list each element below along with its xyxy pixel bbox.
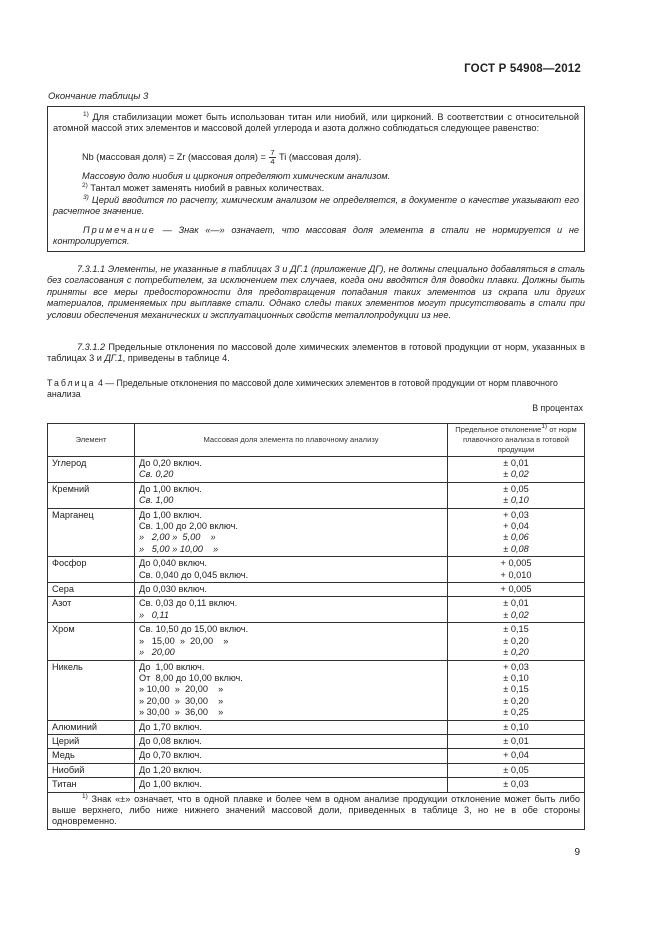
deviation-value: ± 0,05 xyxy=(503,764,529,775)
fraction-cell xyxy=(135,749,448,763)
table-row xyxy=(48,623,585,660)
element-cell: Углерод xyxy=(48,457,135,483)
fraction-cell xyxy=(135,597,448,623)
fraction-range: Св. 0,20 xyxy=(139,469,174,480)
deviation-value: + 0,005 xyxy=(500,558,532,569)
deviation-cell xyxy=(448,763,585,777)
table4-footnote-mark: 1) xyxy=(82,792,88,800)
fraction-range: » 15,00 » 20,00 » xyxy=(139,635,229,646)
deviation-value: ± 0,02 xyxy=(503,609,529,620)
deviation-value: ± 0,20 xyxy=(503,647,529,658)
table-row xyxy=(48,660,585,720)
table-row xyxy=(48,557,585,583)
fraction-range: До 0,030 включ. xyxy=(139,584,207,595)
paragraph-7-3-1-1: 7.3.1.1 Элементы, не указанные в таблицах 3 и ДГ.1 (приложение ДГ), не должны специально добавляться в сталь без согласования с потребителем, за исключением тех случаев, когда они вводятся для доводки плавки. Должны быть приняты все меры предосторожности для предотвращения попадания таких элементов из скрапа или других материалов, применяемых при выплавке стали. Однако следы таких элементов могут присутствовать в стали при условии обеспечения механических и эксплуатационных свойств металлопродукции из нее. xyxy=(47,264,585,320)
column-header-deviation-a: Предельное отклонение xyxy=(455,425,542,434)
table-row xyxy=(48,597,585,623)
deviation-cell xyxy=(448,660,585,720)
fraction-range: До 0,20 включ. xyxy=(139,458,202,468)
footnote-2-text: Тантал может заменять ниобий в равных количествах. xyxy=(90,183,325,193)
fraction-7-4 xyxy=(269,149,275,166)
deviation-value: ± 0,02 xyxy=(503,469,529,480)
deviation-cell xyxy=(448,749,585,763)
fraction-range: Св. 1,00 xyxy=(139,495,174,506)
table4-units: В процентах xyxy=(532,403,583,413)
footnote-2 xyxy=(82,183,578,194)
table-row xyxy=(48,763,585,777)
paragraph-7-3-1-2 xyxy=(47,342,585,365)
element-cell: Марганец xyxy=(48,508,135,557)
fraction-range: » 5,00 » 10,00 » xyxy=(139,543,219,554)
formula-right: Ti (массовая доля). xyxy=(278,151,362,162)
column-header-element: Элемент xyxy=(48,424,135,457)
footnote-2-mark: 2) xyxy=(82,182,88,189)
fraction-numerator: 7 xyxy=(270,148,275,157)
fraction-range: » 0,11 xyxy=(139,609,169,620)
deviation-value: ± 0,20 xyxy=(503,635,529,646)
fraction-cell xyxy=(135,508,448,557)
page-number: 9 xyxy=(574,847,580,858)
fraction-cell xyxy=(135,720,448,734)
table-row xyxy=(48,720,585,734)
footnote-1-text: Для стабилизации может быть использован титан или ниобий, или цирконий. В соответствии с относительной атомной массой этих элементов и массовой долей углерода и азота должно соблюдаться следующее равенство: xyxy=(53,112,579,134)
deviation-cell xyxy=(448,597,585,623)
table-row xyxy=(48,508,585,557)
deviation-cell xyxy=(448,583,585,597)
fraction-cell xyxy=(135,660,448,720)
table-continuation-label: Окончание таблицы 3 xyxy=(48,91,149,102)
deviation-value: ± 0,25 xyxy=(503,707,529,718)
deviation-cell xyxy=(448,508,585,557)
fraction-cell xyxy=(135,482,448,508)
fraction-range: До 0,040 включ. xyxy=(139,558,207,569)
table3-notes-box xyxy=(47,106,585,252)
table4-footnote-row xyxy=(48,792,585,829)
deviation-value: ± 0,10 xyxy=(503,495,529,506)
deviation-value: ± 0,10 xyxy=(503,721,529,732)
table-row xyxy=(48,457,585,483)
fraction-range: Св. 0,03 до 0,11 включ. xyxy=(139,598,238,609)
element-cell: Хром xyxy=(48,623,135,660)
fraction-cell xyxy=(135,557,448,583)
fraction-range: От 8,00 до 10,00 включ. xyxy=(139,672,243,683)
formula-left: Nb (массовая доля) = Zr (массовая доля) = xyxy=(82,151,266,162)
paragraph-7-3-1-2-ref: ДГ.1 xyxy=(104,353,123,364)
deviation-cell xyxy=(448,734,585,748)
table4-caption-text: 4 — Предельные отклонения по массовой доле химических элементов в готовой продукции от норм плавочного анализа xyxy=(47,378,558,400)
deviation-value: ± 0,05 xyxy=(503,483,529,494)
fraction-range: Св. 1,00 до 2,00 включ. xyxy=(139,521,238,532)
fraction-range: » 20,00 » 30,00 » xyxy=(139,695,224,706)
fraction-range: » 2,00 » 5,00 » xyxy=(139,532,216,543)
element-cell: Сера xyxy=(48,583,135,597)
footnote-3 xyxy=(53,195,579,218)
deviation-value: ± 0,01 xyxy=(503,598,529,609)
deviation-value: ± 0,08 xyxy=(503,543,529,554)
fraction-cell xyxy=(135,778,448,792)
paragraph-7-3-1-2-text-a: Предельные отклонения по массовой доле химических элементов в готовой продукции от норм, указанных в таблицах 3 и xyxy=(47,342,585,364)
deviation-value: + 0,03 xyxy=(503,661,529,672)
deviation-value: ± 0,01 xyxy=(503,735,529,746)
table4-footnote xyxy=(48,792,585,829)
table4-caption xyxy=(47,378,585,401)
column-header-deviation-mark: 1) xyxy=(541,423,548,430)
deviation-value: ± 0,15 xyxy=(503,684,529,695)
element-cell: Алюминий xyxy=(48,720,135,734)
document-code: ГОСТ Р 54908—2012 xyxy=(464,63,581,75)
table-row xyxy=(48,778,585,792)
table4 xyxy=(47,423,585,830)
table-row xyxy=(48,482,585,508)
fraction-range: » 30,00 » 36,00 » xyxy=(139,707,224,718)
deviation-value: ± 0,01 xyxy=(503,458,529,468)
fraction-range: Св. 0,040 до 0,045 включ. xyxy=(139,569,249,580)
table-row xyxy=(48,734,585,748)
deviation-value: ± 0,03 xyxy=(503,779,529,790)
column-header-fraction: Массовая доля элемента по плавочному анализу xyxy=(135,424,448,457)
column-header-deviation-b: от норм плавочного анализа в готовой продукции xyxy=(462,425,577,454)
footnote-3-text: Церий вводится по расчету, химическим анализом не определяется, в документе о качестве указывают его расчетное значение. xyxy=(53,195,579,217)
deviation-cell xyxy=(448,623,585,660)
fraction-range: До 1,00 включ. xyxy=(139,661,205,672)
deviation-cell xyxy=(448,457,585,483)
fraction-range: До 0,08 включ. xyxy=(139,735,202,746)
footnote-1-italic: Массовую долю ниобия и циркония определяют химическим анализом. xyxy=(82,171,391,181)
fraction-cell xyxy=(135,583,448,597)
table3-remark xyxy=(53,225,579,248)
element-cell: Фосфор xyxy=(48,557,135,583)
element-cell: Титан xyxy=(48,778,135,792)
fraction-range: До 1,00 включ. xyxy=(139,509,202,520)
table4-footnote-text: Знак «±» означает, что в одной плавке и более чем в одном анализе продукции отклонение может быть либо выше верхнего, либо ниже нижнего значений массовой доли, приведенных в таблице 3, но не в обе стороны одновременно. xyxy=(52,793,580,827)
element-cell: Никель xyxy=(48,660,135,720)
element-cell: Церий xyxy=(48,734,135,748)
element-cell: Азот xyxy=(48,597,135,623)
fraction-cell xyxy=(135,623,448,660)
remark-text: — Знак «—» означает, что массовая доля элемента в стали не нормируется и не контролируется. xyxy=(53,225,579,247)
column-header-deviation xyxy=(448,424,585,457)
deviation-value: + 0,04 xyxy=(503,750,529,761)
element-cell: Медь xyxy=(48,749,135,763)
deviation-cell xyxy=(448,778,585,792)
deviation-value: + 0,005 xyxy=(500,584,532,595)
table-row xyxy=(48,749,585,763)
deviation-value: + 0,04 xyxy=(503,521,529,532)
deviation-value: ± 0,15 xyxy=(503,624,529,635)
element-cell: Кремний xyxy=(48,482,135,508)
table4-label: Таблица xyxy=(47,378,96,388)
deviation-value: ± 0,20 xyxy=(503,695,529,706)
footnote-3-mark: 3) xyxy=(83,194,89,201)
paragraph-7-3-1-2-text-b: , приведены в таблице 4. xyxy=(122,353,230,364)
fraction-range: До 1,20 включ. xyxy=(139,764,202,775)
fraction-range: » 10,00 » 20,00 » xyxy=(139,684,224,695)
remark-label: Примечание xyxy=(83,225,156,235)
fraction-cell xyxy=(135,457,448,483)
deviation-cell xyxy=(448,482,585,508)
deviation-value: ± 0,06 xyxy=(503,532,529,543)
table-row xyxy=(48,583,585,597)
formula-line xyxy=(82,149,578,166)
fraction-range: До 1,00 включ. xyxy=(139,483,202,494)
fraction-range: » 20,00 xyxy=(139,647,175,658)
fraction-range: До 1,70 включ. xyxy=(139,721,202,732)
paragraph-7-3-1-2-number: 7.3.1.2 xyxy=(77,342,106,352)
fraction-cell xyxy=(135,763,448,777)
deviation-cell xyxy=(448,557,585,583)
fraction-cell xyxy=(135,734,448,748)
footnote-1 xyxy=(53,112,579,135)
footnote-1-mark: 1) xyxy=(83,111,89,118)
fraction-range: До 1,00 включ. xyxy=(139,779,202,790)
fraction-range: До 0,70 включ. xyxy=(139,750,202,761)
deviation-cell xyxy=(448,720,585,734)
fraction-denominator: 4 xyxy=(270,157,275,166)
table4-body xyxy=(48,457,585,793)
deviation-value: + 0,010 xyxy=(500,569,532,580)
table4-header-row xyxy=(48,424,585,457)
fraction-range: Св. 10,50 до 15,00 включ. xyxy=(139,624,249,635)
deviation-value: + 0,03 xyxy=(503,509,529,520)
deviation-value: ± 0,10 xyxy=(503,672,529,683)
element-cell: Ниобий xyxy=(48,763,135,777)
